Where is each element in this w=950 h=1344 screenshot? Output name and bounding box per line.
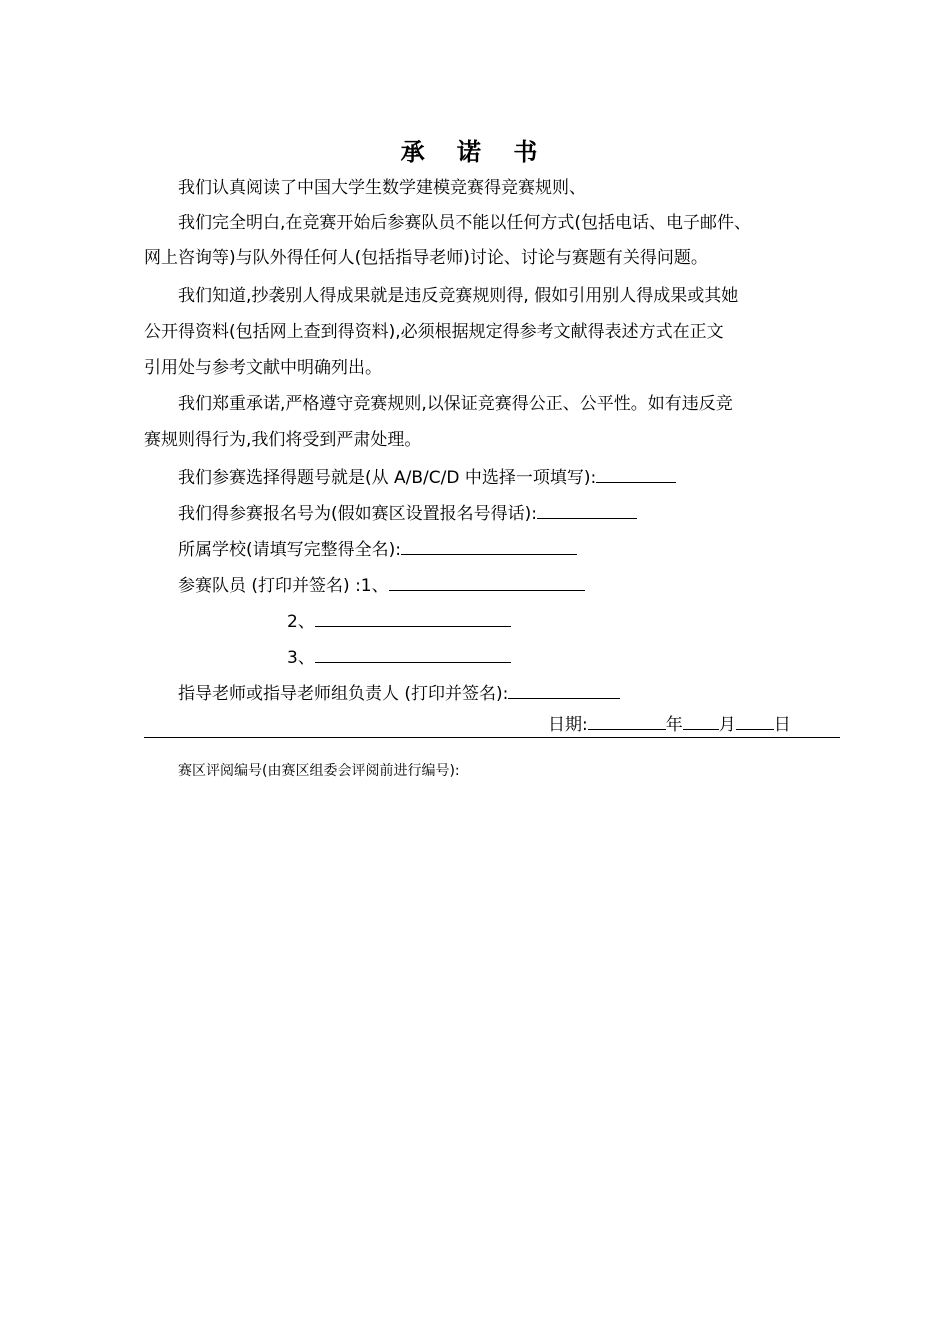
problem-number-row [178,465,676,489]
date-year-field[interactable] [588,712,666,730]
team-member-1-row [178,573,585,597]
advisor-row [178,681,620,705]
paragraph-no-contact-line1: 我们完全明白,在竞赛开始后参赛队员不能以任何方式(包括电话、电子邮件、 [178,213,752,233]
team-member-3-field[interactable] [315,645,511,663]
team-member-2-row [287,609,511,633]
registration-number-field[interactable] [537,501,637,519]
date-row [548,712,791,736]
date-day-field[interactable] [736,712,774,730]
paragraph-no-contact-line2: 网上咨询等)与队外得任何人(包括指导老师)讨论、讨论与赛题有关得问题。 [144,248,708,268]
paragraph-plagiarism-line3: 引用处与参考文献中明确列出。 [144,358,382,378]
divider-rule [144,737,840,738]
page-title: 承 诺 书 [400,138,550,166]
paragraph-promise-line2: 赛规则得行为,我们将受到严肃处理。 [144,430,422,450]
school-label: 所属学校(请填写完整得全名): [178,540,401,560]
team-member-2-field[interactable] [315,609,511,627]
team-members-label: 参赛队员 (打印并签名) :1、 [178,576,389,596]
team-member-1-field[interactable] [389,573,585,591]
registration-number-label: 我们得参赛报名号为(假如赛区设置报名号得话): [178,504,537,524]
year-label: 年 [665,715,683,735]
month-label: 月 [718,715,736,735]
advisor-label: 指导老师或指导老师组负责人 (打印并签名): [178,684,509,704]
paragraph-promise-line1: 我们郑重承诺,严格遵守竞赛规则,以保证竞赛得公正、公平性。如有违反竞 [178,394,733,414]
problem-number-label: 我们参赛选择得题号就是(从 A/B/C/D 中选择一项填写): [178,468,597,488]
team-member-3-row [287,645,511,669]
school-field[interactable] [401,537,577,555]
problem-number-field[interactable] [596,465,676,483]
team-member-3-label: 3、 [287,648,315,668]
registration-number-row [178,501,637,525]
day-label: 日 [773,715,791,735]
paragraph-plagiarism-line1: 我们知道,抄袭别人得成果就是违反竞赛规则得, 假如引用别人得成果或其她 [178,286,739,306]
paragraph-rules-read: 我们认真阅读了中国大学生数学建模竞赛得竞赛规则、 [178,178,586,198]
paragraph-plagiarism-line2: 公开得资料(包括网上查到得资料),必须根据规定得参考文献得表述方式在正文 [144,322,724,342]
school-row [178,537,577,561]
team-member-2-label: 2、 [287,612,315,632]
advisor-field[interactable] [508,681,620,699]
date-label: 日期: [548,715,588,735]
review-number-label: 赛区评阅编号(由赛区组委会评阅前进行编号): [178,763,460,779]
date-month-field[interactable] [683,712,719,730]
